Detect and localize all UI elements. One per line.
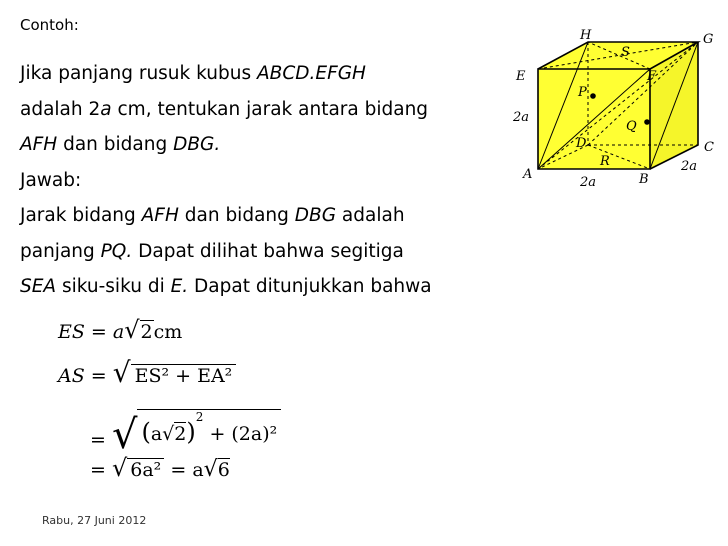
label-e: E — [516, 69, 526, 84]
equation-as: AS = √ ES² + EA² — [58, 356, 236, 389]
edge-label-left: 2a — [513, 110, 530, 125]
edge-label-right: 2a — [681, 159, 698, 174]
slide-heading: Contoh: — [20, 16, 79, 34]
text-line-3: AFH dan bidang DBG. — [20, 134, 221, 155]
equation-result: = √ 6a² = a√6 — [90, 454, 230, 482]
footer-date: Rabu, 27 Juni 2012 — [42, 514, 147, 527]
text-line-7: SEA siku-siku di E. Dapat ditunjukkan bahwa — [20, 276, 432, 297]
label-d: D — [576, 136, 587, 151]
label-p: P — [578, 85, 587, 100]
equation-step: = √ $(a√2)^2 + (2a)^2$ — [90, 404, 281, 450]
text-line-1: Jika panjang rusuk kubus ABCD.EFGH — [20, 63, 366, 84]
text-line-4: Jawab: — [20, 169, 82, 191]
text-line-5: Jarak bidang AFH dan bidang DBG adalah — [20, 205, 405, 226]
text-line-2: adalah 2a cm, tentukan jarak antara bidang — [20, 98, 429, 120]
label-r: R — [600, 154, 610, 169]
label-h: H — [580, 28, 592, 43]
point-q — [644, 119, 650, 125]
label-f: F — [647, 69, 657, 84]
label-a: A — [523, 167, 533, 182]
edge-label-bottom: 2a — [580, 175, 597, 190]
label-g: G — [703, 32, 714, 47]
label-b: B — [639, 172, 649, 187]
label-q: Q — [626, 119, 637, 134]
cube-diagram — [510, 28, 722, 190]
problem-text — [20, 56, 432, 305]
equation-es: ES = a√2cm — [58, 316, 183, 344]
point-p — [590, 93, 596, 99]
text-line-6: panjang PQ. Dapat dilihat bahwa segitiga — [20, 240, 404, 262]
label-c: C — [704, 140, 714, 155]
label-s: S — [621, 45, 630, 60]
